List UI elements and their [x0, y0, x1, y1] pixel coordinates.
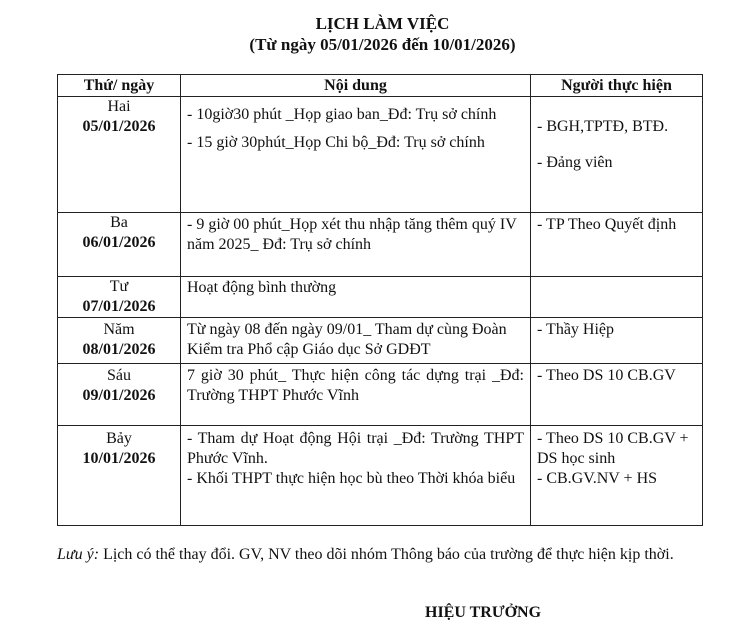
table-row — [58, 364, 703, 426]
day-name: Sáu — [107, 367, 131, 384]
signature-title: HIỆU TRƯỞNG — [425, 604, 542, 621]
content-cell — [181, 318, 531, 364]
day-cell — [58, 277, 181, 318]
day-cell — [58, 97, 181, 213]
table-row — [58, 213, 703, 277]
day-name: Năm — [103, 321, 135, 338]
day-date: 07/01/2026 — [82, 298, 156, 315]
day-cell — [58, 364, 181, 426]
day-date: 10/01/2026 — [82, 450, 156, 467]
content-line: Từ ngày 08 đến ngày 09/01_ Tham dự cùng Đoàn Kiểm tra Phổ cập Giáo dục Sở GDĐT — [187, 321, 507, 358]
table-row — [58, 97, 703, 213]
day-date: 08/01/2026 — [82, 341, 156, 358]
table-row — [58, 318, 703, 364]
content-cell — [181, 213, 531, 277]
people-cell — [531, 364, 703, 426]
content-line: - 10giờ30 phút _Họp giao ban_Đđ: Trụ sở chính — [187, 106, 497, 123]
date-range-subtitle: (Từ ngày 05/01/2026 đến 10/01/2026) — [249, 35, 516, 54]
people-cell — [531, 213, 703, 277]
content-line: Hoạt động bình thường — [187, 279, 337, 296]
day-name: Tư — [109, 278, 129, 295]
people-cell — [531, 318, 703, 364]
day-name: Bảy — [106, 430, 132, 447]
people-line: - Thầy Hiệp — [537, 321, 615, 338]
day-cell — [58, 426, 181, 526]
people-line: - Đảng viên — [537, 154, 613, 171]
content-cell — [181, 426, 531, 526]
table-header-row — [58, 75, 703, 97]
people-line: - BGH,TPTĐ, BTĐ. — [537, 118, 669, 135]
content-cell — [181, 364, 531, 426]
content-cell — [181, 97, 531, 213]
note-paragraph — [57, 544, 677, 565]
column-header-people: Người thực hiện — [531, 75, 703, 97]
content-line: - 15 giờ 30phút_Họp Chi bộ_Đđ: Trụ sở chính — [187, 134, 485, 151]
people-cell — [531, 97, 703, 213]
content-line: 7 giờ 30 phút_ Thực hiện công tác dựng trại _Đđ: Trường THPT Phước Vĩnh — [187, 367, 524, 404]
people-cell — [531, 426, 703, 526]
column-header-day: Thứ/ ngày — [58, 75, 181, 97]
people-line: - TP Theo Quyết định — [537, 216, 677, 233]
people-line: - CB.GV.NV + HS — [537, 470, 658, 487]
column-header-content: Nội dung — [181, 75, 531, 97]
content-line: - 9 giờ 00 phút_Họp xét thu nhập tăng thêm quý IV năm 2025_ Đđ: Trụ sở chính — [187, 216, 517, 253]
people-line: - Theo DS 10 CB.GV — [537, 367, 676, 384]
schedule-table — [57, 74, 703, 526]
content-cell — [181, 277, 531, 318]
table-row — [58, 426, 703, 526]
day-date: 09/01/2026 — [82, 387, 156, 404]
people-cell — [531, 277, 703, 318]
day-date: 05/01/2026 — [82, 118, 156, 135]
note-text: Lịch có thể thay đổi. GV, NV theo dõi nhóm Thông báo của trường để thực hiện kịp thời. — [99, 546, 674, 563]
day-date: 06/01/2026 — [82, 234, 156, 251]
day-cell — [58, 213, 181, 277]
content-line: - Khối THPT thực hiện học bù theo Thời khóa biểu — [187, 470, 516, 487]
content-line: - Tham dự Hoạt động Hội trại _Đđ: Trường THPT Phước Vĩnh. — [187, 430, 524, 467]
day-name: Ba — [110, 214, 128, 231]
day-cell — [58, 318, 181, 364]
note-label: Lưu ý: — [57, 546, 100, 563]
people-line: - Theo DS 10 CB.GV + DS học sinh — [537, 430, 689, 467]
page-title: LỊCH LÀM VIỆC — [315, 14, 450, 33]
day-name: Hai — [107, 98, 131, 115]
table-row — [58, 277, 703, 318]
